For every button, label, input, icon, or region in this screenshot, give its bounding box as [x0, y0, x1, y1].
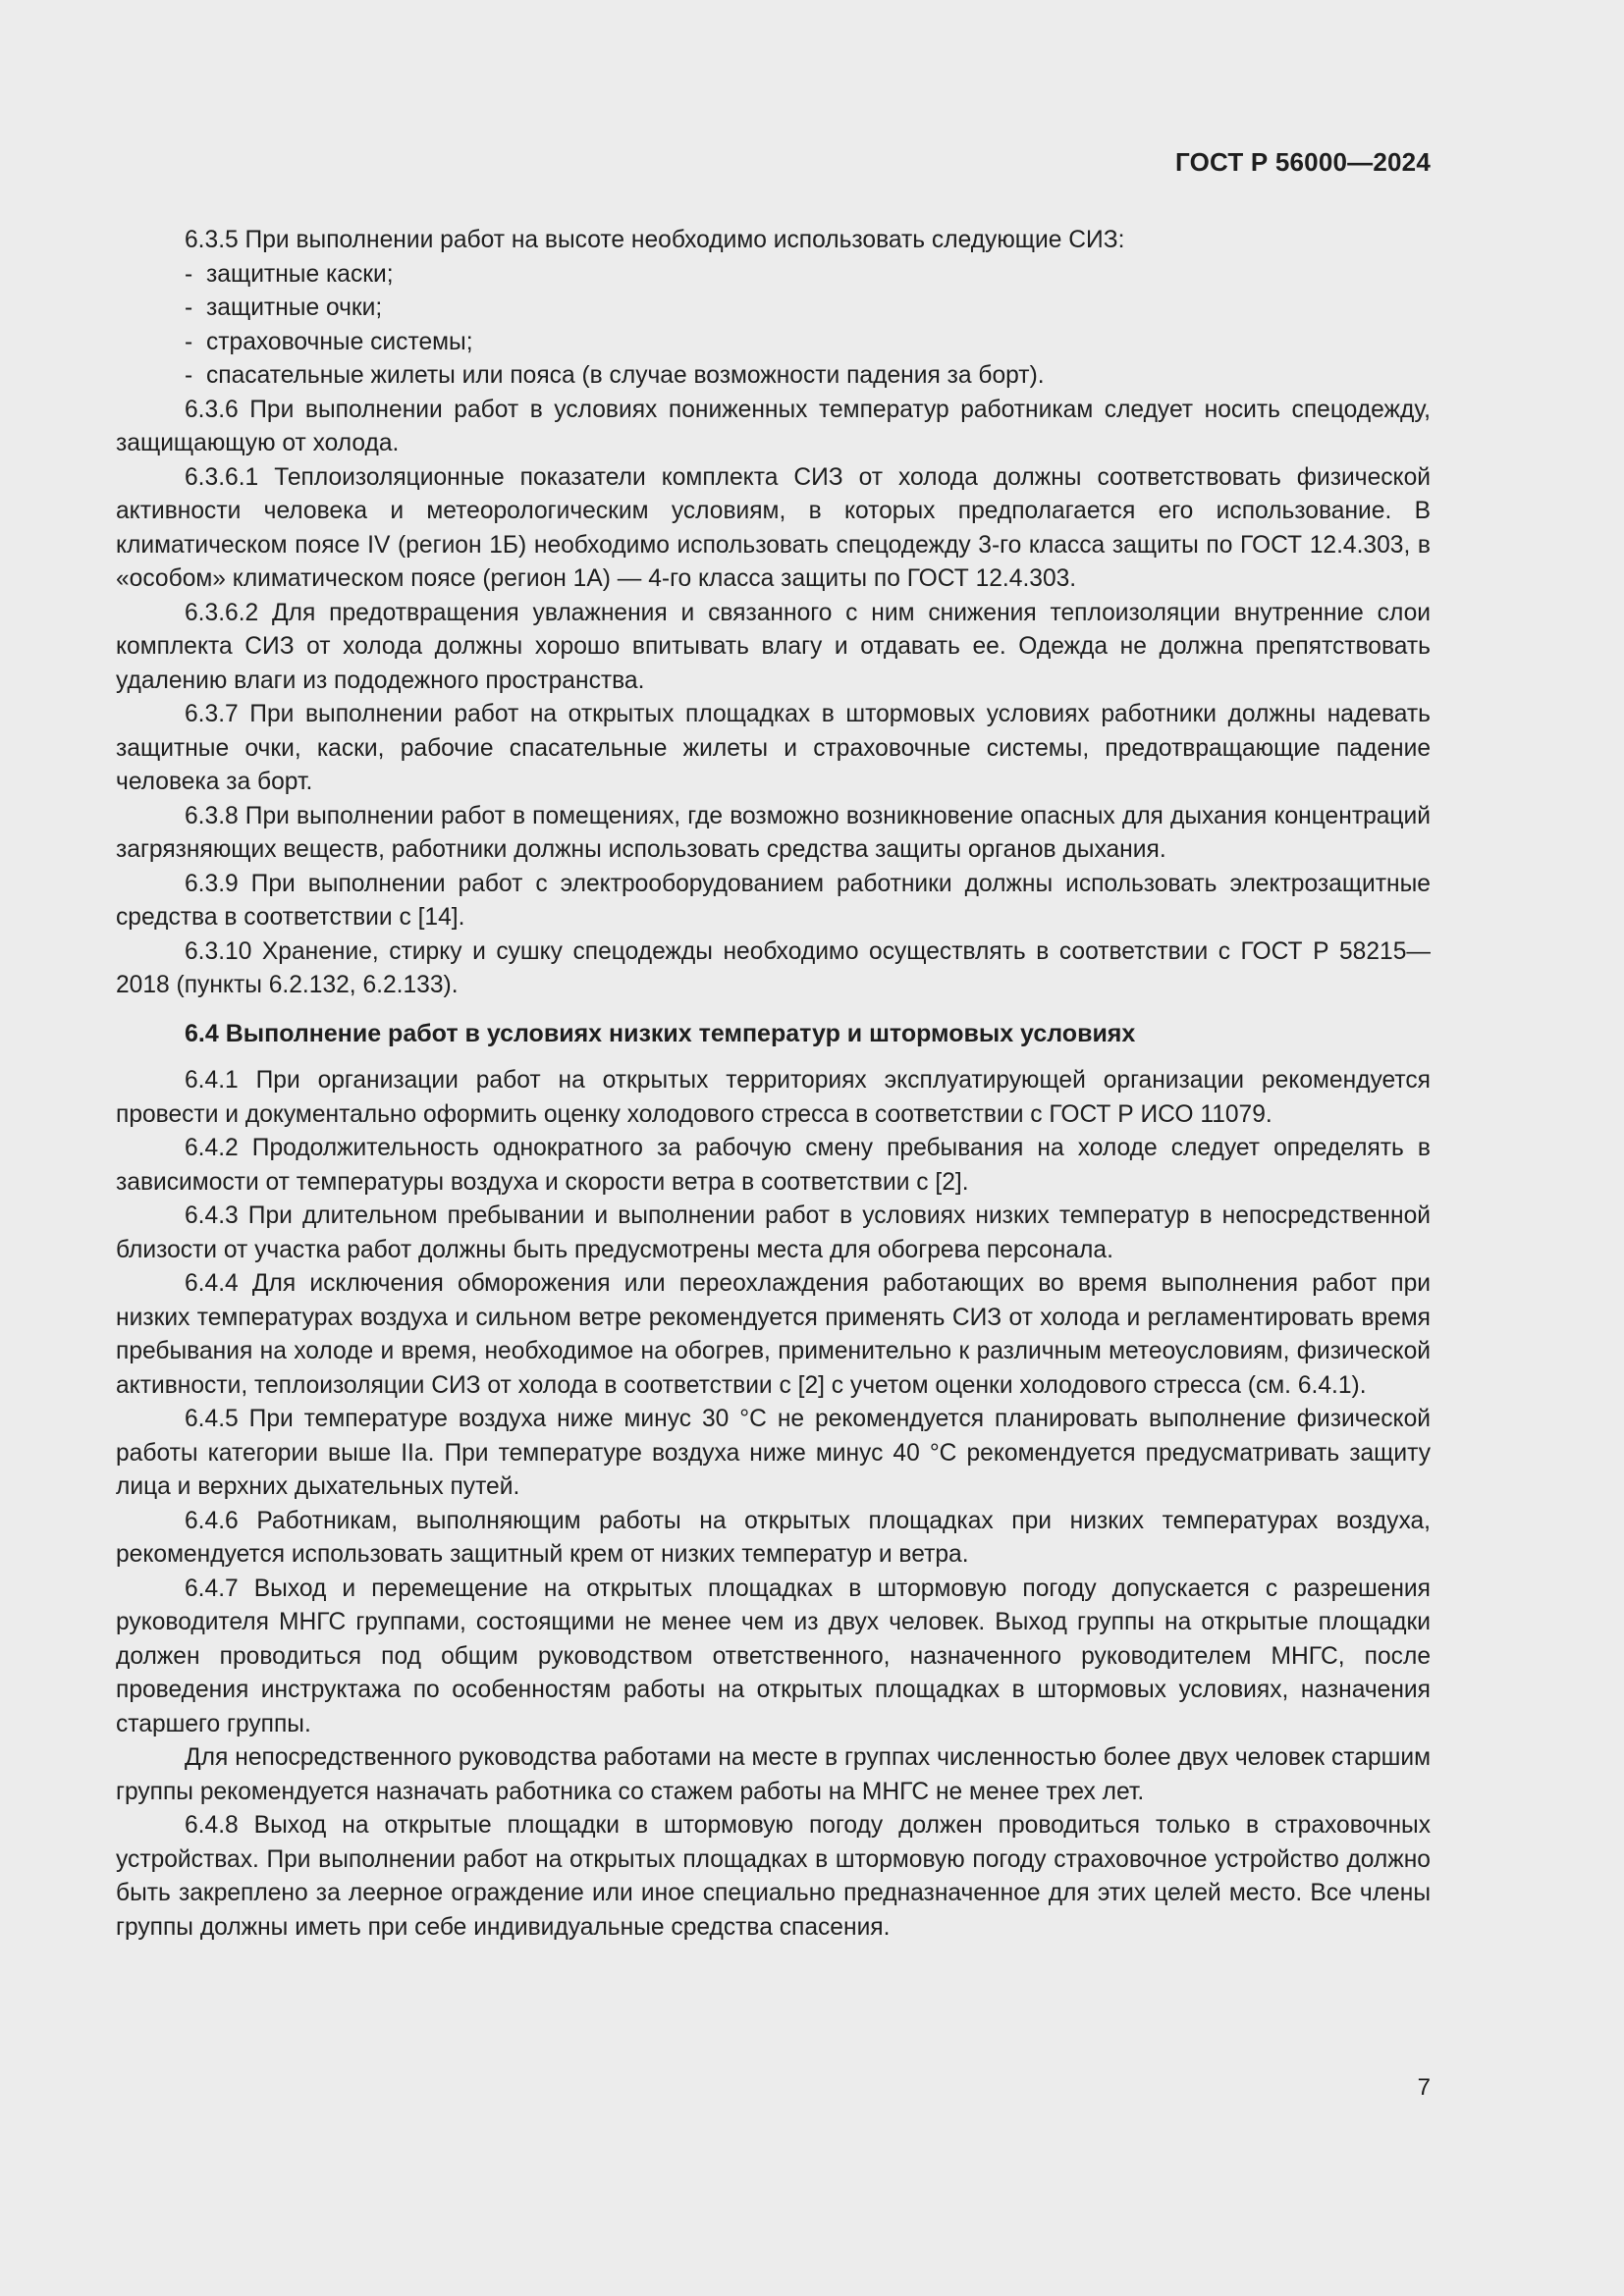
list-dash: -: [185, 294, 193, 321]
paragraph-6-4-1: 6.4.1 При организации работ на открытых территориях эксплуатирующей организации рекомендуется провести и документально оформить оценку холодового стресса в соответствии с ГОСТ Р ИСО 11079.: [116, 1067, 1431, 1128]
list-dash: -: [185, 260, 193, 288]
list-item: [116, 292, 1431, 326]
paragraph-6-4-7-continued: Для непосредственного руководства работами на месте в группах численностью более двух человек старшим группы рекомендуется назначать работника со стажем работы на МНГС не менее трех лет.: [116, 1744, 1431, 1805]
paragraph-6-3-10: 6.3.10 Хранение, стирку и сушку спецодежды необходимо осуществлять в соответствии с ГОСТ Р 58215—2018 (пункты 6.2.132, 6.2.133).: [116, 937, 1431, 998]
page-number: 7: [1417, 2074, 1431, 2101]
paragraph-6-3-6-1: 6.3.6.1 Теплоизоляционные показатели комплекта СИЗ от холода должны соответствовать физической активности человека и метеорологическим условиям, в которых предполагается его использование. В климатическом поясе IV (регион 1Б) необходимо использовать спецодежду 3-го класса защиты по ГОСТ 12.4.303, в «особом» климатическом поясе (регион 1А) — 4-го класса защиты по ГОСТ 12.4.303.: [116, 463, 1431, 592]
list-item: [116, 326, 1431, 360]
paragraph-6-4-8: 6.4.8 Выход на открытые площадки в штормовую погоду должен проводиться только в страховочных устройствах. При выполнении работ на открытых площадках в штормовую погоду страховочное устройство должно быть закреплено за леерное ограждение или иное специально предназначенное для этих целей место. Все члены группы должны иметь при себе индивидуальные средства спасения.: [116, 1812, 1431, 1941]
document-header: ГОСТ Р 56000—2024: [1175, 147, 1431, 177]
list-dash: -: [185, 362, 193, 389]
paragraph-6-3-9: 6.3.9 При выполнении работ с электрооборудованием работники должны использовать электрозащитные средства в соответствии с [14].: [116, 870, 1431, 931]
list-item: [116, 359, 1431, 394]
section-title-6-4: 6.4 Выполнение работ в условиях низких температур и штормовых условиях: [185, 1019, 1136, 1047]
paragraph-6-3-5: 6.3.5 При выполнении работ на высоте необходимо использовать следующие СИЗ:: [185, 227, 1125, 253]
list-item-text: защитные каски;: [206, 260, 394, 288]
paragraph-6-4-3: 6.4.3 При длительном пребывании и выполнении работ в условиях низких температур в непосредственной близости от участка работ должны быть предусмотрены места для обогрева персонала.: [116, 1202, 1431, 1263]
paragraph-6-4-2: 6.4.2 Продолжительность однократного за рабочую смену пребывания на холоде следует определять в зависимости от температуры воздуха и скорости ветра в соответствии с [2].: [116, 1135, 1431, 1196]
paragraph-6-3-6: 6.3.6 При выполнении работ в условиях пониженных температур работникам следует носить спецодежду, защищающую от холода.: [116, 396, 1431, 456]
paragraph-6-3-6-2: 6.3.6.2 Для предотвращения увлажнения и связанного с ним снижения теплоизоляции внутренние слои комплекта СИЗ от холода должны хорошо впитывать влагу и отдавать ее. Одежда не должна препятствовать удалению влаги из пододежного пространства.: [116, 599, 1431, 694]
list-dash: -: [185, 328, 193, 355]
list-item-text: страховочные системы;: [206, 328, 473, 355]
paragraph-6-4-6: 6.4.6 Работникам, выполняющим работы на открытых площадках при низких температурах воздуха, рекомендуется использовать защитный крем от низких температур и ветра.: [116, 1507, 1431, 1568]
paragraph-6-4-7: 6.4.7 Выход и перемещение на открытых площадках в штормовую погоду допускается с разрешения руководителя МНГС группами, состоящими не менее чем из двух человек. Выход группы на открытые площадки должен проводиться под общим руководством ответственного, назначенного руководителем МНГС, после проведения инструктажа по особенностям работы на открытых площадках в штормовых условиях, назначения старшего группы.: [116, 1575, 1431, 1737]
list-item-text: защитные очки;: [206, 294, 383, 321]
list-item-text: спасательные жилеты или пояса (в случае возможности падения за борт).: [206, 362, 1045, 389]
paragraph-6-4-5: 6.4.5 При температуре воздуха ниже минус 30 °С не рекомендуется планировать выполнение физической работы категории выше IIa. При температуре воздуха ниже минус 40 °С рекомендуется предусматривать защиту лица и верхних дыхательных путей.: [116, 1406, 1431, 1500]
paragraph-6-4-4: 6.4.4 Для исключения обморожения или переохлаждения работающих во время выполнения работ при низких температурах воздуха и сильном ветре рекомендуется применять СИЗ от холода и регламентировать время пребывания на холоде и время, необходимое на обогрев, применительно к различным метеоусловиям, физической активности, теплоизоляции СИЗ от холода в соответствии с [2] с учетом оценки холодового стресса (см. 6.4.1).: [116, 1270, 1431, 1399]
list-item: [116, 258, 1431, 293]
document-body: [116, 224, 1431, 1945]
paragraph-6-3-7: 6.3.7 При выполнении работ на открытых площадках в штормовых условиях работники должны надевать защитные очки, каски, рабочие спасательные жилеты и страховочные системы, предотвращающие падение человека за борт.: [116, 701, 1431, 795]
paragraph-6-3-8: 6.3.8 При выполнении работ в помещениях, где возможно возникновение опасных для дыхания концентраций загрязняющих веществ, работники должны использовать средства защиты органов дыхания.: [116, 802, 1431, 863]
